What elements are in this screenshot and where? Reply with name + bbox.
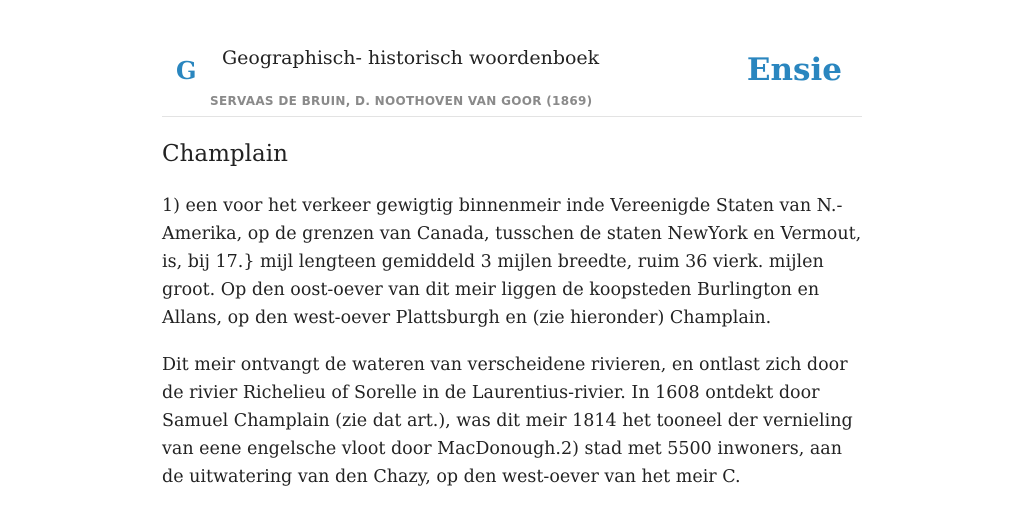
entry-title: Champlain [162, 141, 288, 167]
entry-body [162, 192, 862, 510]
book-authors: SERVAAS DE BRUIN, D. NOOTHOVEN VAN GOOR (1869) [210, 94, 593, 108]
entry-paragraph: 1) een voor het verkeer gewigtig binnenmeir inde Vereenigde Staten van N.-Amerika, op de grenzen van Canada, tusschen de staten NewYork en Vermout, is, bij 17.} mijl lengteen gemiddeld 3 mijlen breedte, ruim 36 vierk. mijlen groot. Op den oost-oever van dit meir liggen de koopsteden Burlington en Allans, op den west-oever Plattsburgh en (zie hieronder) Champlain. [162, 196, 862, 328]
entry-paragraph: Dit meir ontvangt de wateren van verscheidene rivieren, en ontlast zich door de rivier Richelieu of Sorelle in de Laurentius-rivier. In 1608 ontdekt door Samuel Champlain (zie dat art.), was dit meir 1814 het tooneel der vernieling van eene engelsche vloot door MacDonough.2) stad met 5500 inwoners, aan de uitwatering van den Chazy, op den west-oever van het meir C. [162, 355, 853, 487]
book-header [162, 36, 862, 117]
ensie-logo[interactable]: Ensie [746, 52, 842, 88]
book-title[interactable]: Geographisch- historisch woordenboek [222, 47, 600, 69]
book-logo-icon[interactable]: G [176, 56, 197, 85]
